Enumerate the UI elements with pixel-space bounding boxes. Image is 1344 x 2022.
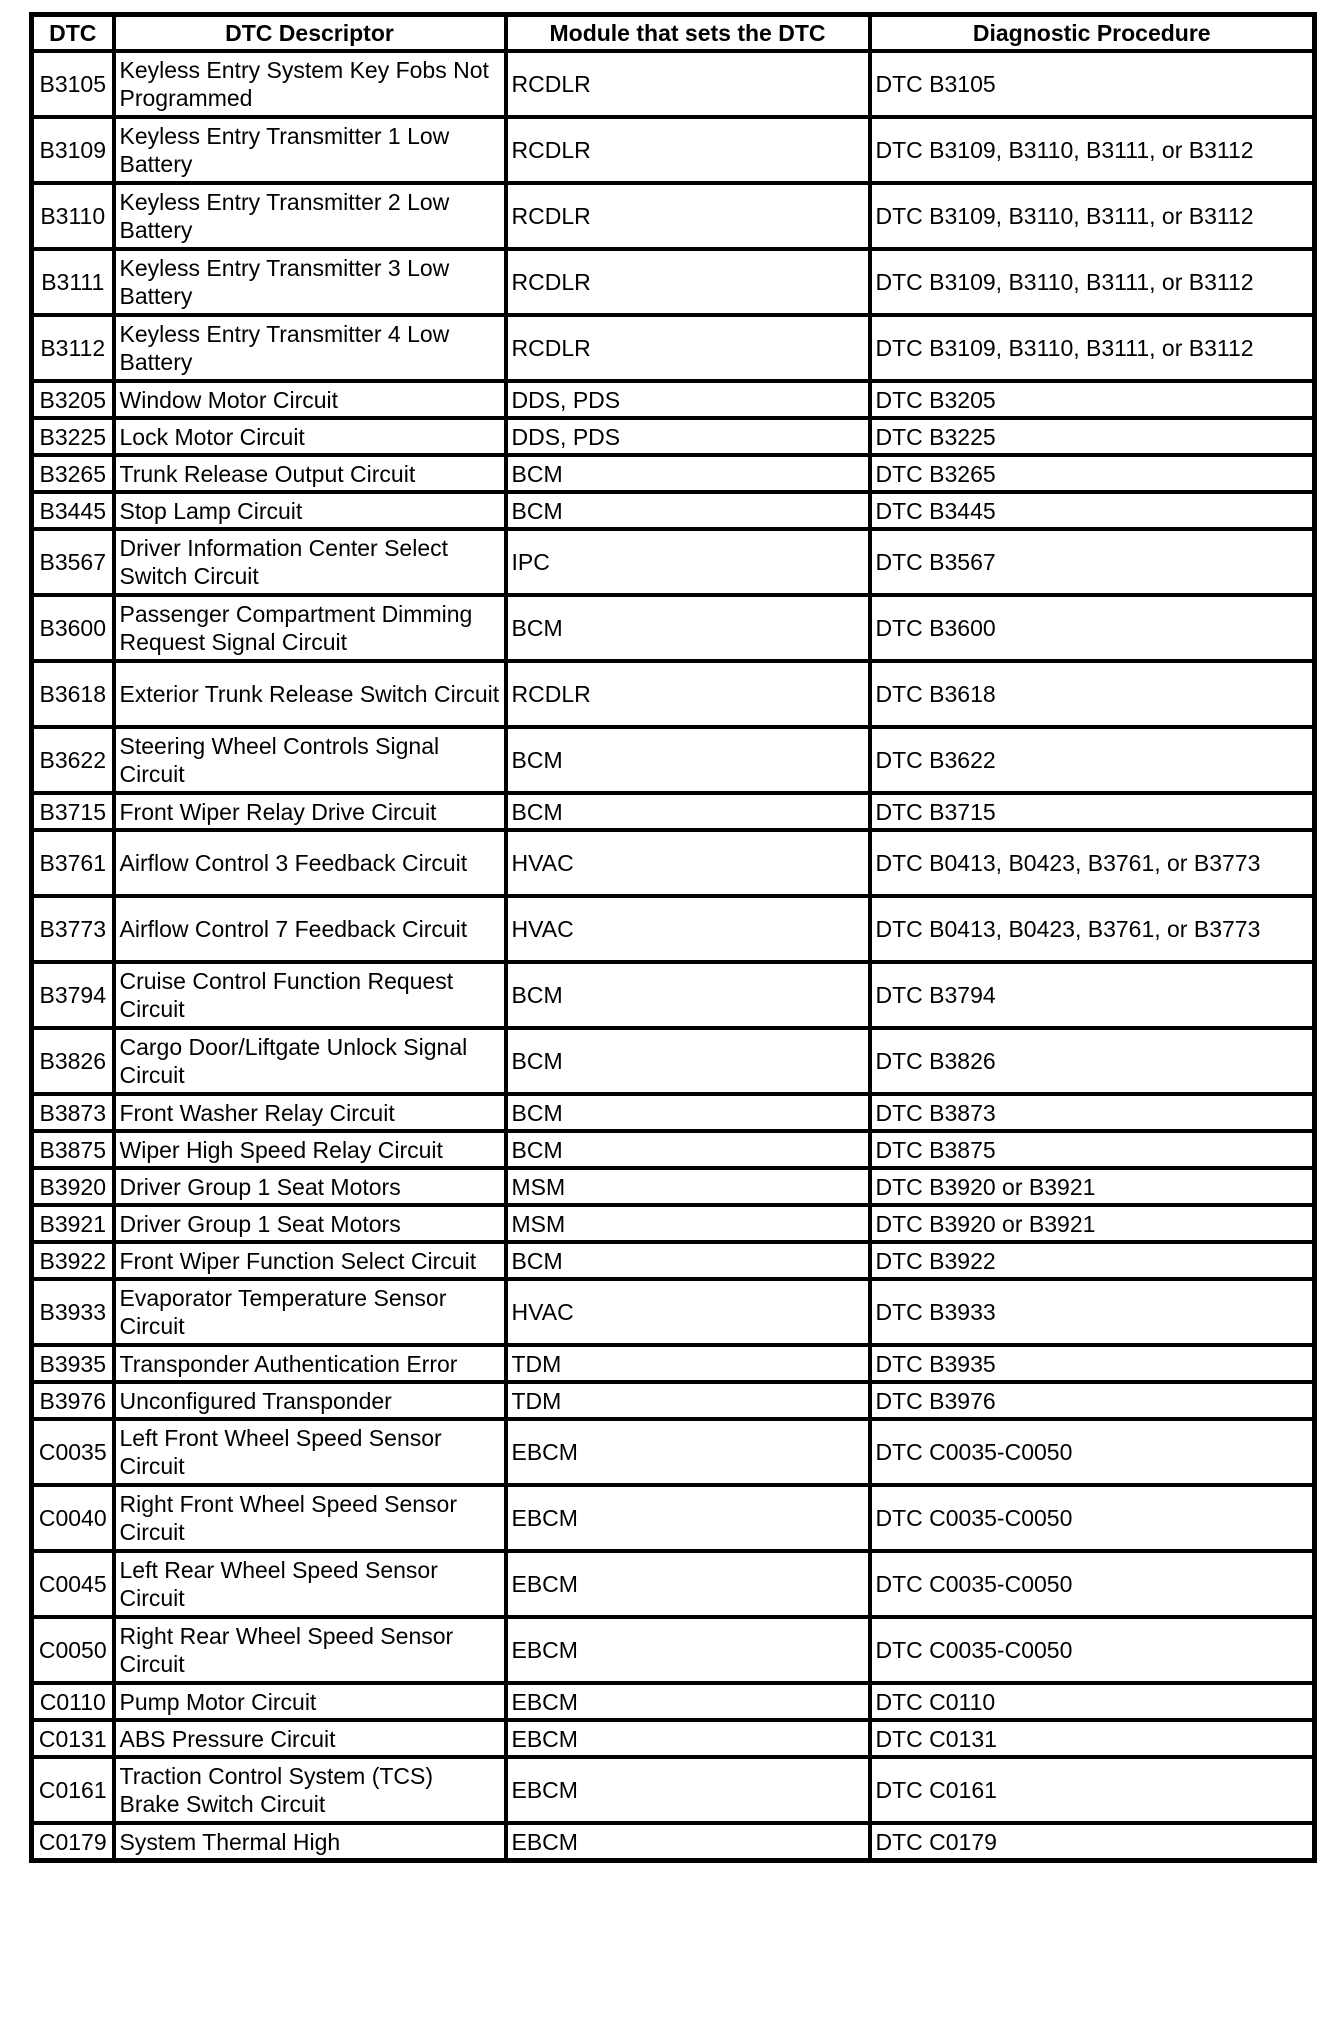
table-row — [32, 1823, 1315, 1861]
dtc-code-cell: C0131 — [32, 1720, 114, 1757]
table-row — [32, 1617, 1315, 1683]
dtc-code-cell: B3761 — [32, 830, 114, 896]
module-cell: BCM — [506, 1094, 870, 1131]
table-row — [32, 1382, 1315, 1419]
dtc-descriptor-cell: Driver Information Center Select Switch Circuit — [114, 529, 506, 595]
diagnostic-procedure-cell: DTC B3976 — [870, 1382, 1315, 1419]
table-row — [32, 529, 1315, 595]
header-descriptor: DTC Descriptor — [114, 15, 506, 52]
table-row — [32, 962, 1315, 1028]
dtc-code-cell: C0161 — [32, 1757, 114, 1823]
dtc-descriptor-cell: Cargo Door/Liftgate Unlock Signal Circuit — [114, 1028, 506, 1094]
diagnostic-procedure-cell: DTC C0110 — [870, 1683, 1315, 1720]
module-cell: BCM — [506, 1242, 870, 1279]
dtc-code-cell: B3826 — [32, 1028, 114, 1094]
module-cell: DDS, PDS — [506, 381, 870, 418]
module-cell: BCM — [506, 793, 870, 830]
dtc-code-cell: B3205 — [32, 381, 114, 418]
table-row — [32, 1094, 1315, 1131]
dtc-descriptor-cell: Right Front Wheel Speed Sensor Circuit — [114, 1485, 506, 1551]
module-cell: HVAC — [506, 1279, 870, 1345]
table-row — [32, 896, 1315, 962]
dtc-descriptor-cell: Left Rear Wheel Speed Sensor Circuit — [114, 1551, 506, 1617]
module-cell: IPC — [506, 529, 870, 595]
dtc-descriptor-cell: ABS Pressure Circuit — [114, 1720, 506, 1757]
table-row — [32, 830, 1315, 896]
diagnostic-procedure-cell: DTC B3109, B3110, B3111, or B3112 — [870, 315, 1315, 381]
table-row — [32, 418, 1315, 455]
module-cell: BCM — [506, 455, 870, 492]
dtc-code-cell: B3109 — [32, 117, 114, 183]
diagnostic-procedure-cell: DTC B3794 — [870, 962, 1315, 1028]
dtc-code-cell: C0035 — [32, 1419, 114, 1485]
diagnostic-procedure-cell: DTC B3935 — [870, 1345, 1315, 1382]
dtc-descriptor-cell: Keyless Entry Transmitter 1 Low Battery — [114, 117, 506, 183]
table-row — [32, 1419, 1315, 1485]
diagnostic-procedure-cell: DTC B3109, B3110, B3111, or B3112 — [870, 117, 1315, 183]
dtc-code-cell: B3622 — [32, 727, 114, 793]
diagnostic-procedure-cell: DTC B3600 — [870, 595, 1315, 661]
diagnostic-procedure-cell: DTC B3873 — [870, 1094, 1315, 1131]
diagnostic-procedure-cell: DTC B3920 or B3921 — [870, 1205, 1315, 1242]
module-cell: RCDLR — [506, 183, 870, 249]
dtc-code-cell: B3933 — [32, 1279, 114, 1345]
diagnostic-procedure-cell: DTC C0035-C0050 — [870, 1485, 1315, 1551]
table-body — [32, 51, 1315, 1861]
module-cell: DDS, PDS — [506, 418, 870, 455]
diagnostic-procedure-cell: DTC B3567 — [870, 529, 1315, 595]
diagnostic-procedure-cell: DTC B0413, B0423, B3761, or B3773 — [870, 830, 1315, 896]
dtc-code-cell: C0045 — [32, 1551, 114, 1617]
dtc-table — [29, 12, 1317, 1863]
table-row — [32, 455, 1315, 492]
diagnostic-procedure-cell: DTC B3265 — [870, 455, 1315, 492]
header-dtc: DTC — [32, 15, 114, 52]
table-row — [32, 51, 1315, 117]
module-cell: RCDLR — [506, 315, 870, 381]
module-cell: MSM — [506, 1168, 870, 1205]
dtc-descriptor-cell: Right Rear Wheel Speed Sensor Circuit — [114, 1617, 506, 1683]
module-cell: EBCM — [506, 1720, 870, 1757]
diagnostic-procedure-cell: DTC C0131 — [870, 1720, 1315, 1757]
dtc-code-cell: C0179 — [32, 1823, 114, 1861]
diagnostic-procedure-cell: DTC C0035-C0050 — [870, 1551, 1315, 1617]
dtc-descriptor-cell: Exterior Trunk Release Switch Circuit — [114, 661, 506, 727]
module-cell: EBCM — [506, 1757, 870, 1823]
dtc-code-cell: B3445 — [32, 492, 114, 529]
table-row — [32, 595, 1315, 661]
dtc-code-cell: B3875 — [32, 1131, 114, 1168]
dtc-code-cell: B3618 — [32, 661, 114, 727]
table-row — [32, 1279, 1315, 1345]
table-row — [32, 1551, 1315, 1617]
diagnostic-procedure-cell: DTC B3205 — [870, 381, 1315, 418]
dtc-descriptor-cell: Trunk Release Output Circuit — [114, 455, 506, 492]
module-cell: BCM — [506, 595, 870, 661]
diagnostic-procedure-cell: DTC B3875 — [870, 1131, 1315, 1168]
dtc-code-cell: C0040 — [32, 1485, 114, 1551]
dtc-code-cell: B3873 — [32, 1094, 114, 1131]
dtc-code-cell: B3567 — [32, 529, 114, 595]
dtc-descriptor-cell: Steering Wheel Controls Signal Circuit — [114, 727, 506, 793]
table-row — [32, 117, 1315, 183]
dtc-descriptor-cell: Front Wiper Function Select Circuit — [114, 1242, 506, 1279]
table-row — [32, 1168, 1315, 1205]
dtc-descriptor-cell: Front Wiper Relay Drive Circuit — [114, 793, 506, 830]
module-cell: TDM — [506, 1382, 870, 1419]
module-cell: HVAC — [506, 896, 870, 962]
dtc-code-cell: B3105 — [32, 51, 114, 117]
diagnostic-procedure-cell: DTC B3225 — [870, 418, 1315, 455]
diagnostic-procedure-cell: DTC B3109, B3110, B3111, or B3112 — [870, 249, 1315, 315]
dtc-descriptor-cell: Keyless Entry Transmitter 4 Low Battery — [114, 315, 506, 381]
diagnostic-procedure-cell: DTC B3622 — [870, 727, 1315, 793]
dtc-code-cell: B3922 — [32, 1242, 114, 1279]
header-module: Module that sets the DTC — [506, 15, 870, 52]
diagnostic-procedure-cell: DTC C0035-C0050 — [870, 1617, 1315, 1683]
module-cell: HVAC — [506, 830, 870, 896]
diagnostic-procedure-cell: DTC B3445 — [870, 492, 1315, 529]
table-row — [32, 315, 1315, 381]
dtc-descriptor-cell: Pump Motor Circuit — [114, 1683, 506, 1720]
table-header — [32, 15, 1315, 52]
dtc-code-cell: B3111 — [32, 249, 114, 315]
table-row — [32, 661, 1315, 727]
dtc-code-cell: B3773 — [32, 896, 114, 962]
table-row — [32, 1485, 1315, 1551]
table-row — [32, 1683, 1315, 1720]
dtc-descriptor-cell: Keyless Entry Transmitter 2 Low Battery — [114, 183, 506, 249]
table-row — [32, 183, 1315, 249]
diagnostic-procedure-cell: DTC B3920 or B3921 — [870, 1168, 1315, 1205]
table-row — [32, 1345, 1315, 1382]
dtc-descriptor-cell: Driver Group 1 Seat Motors — [114, 1205, 506, 1242]
dtc-descriptor-cell: Traction Control System (TCS) Brake Switch Circuit — [114, 1757, 506, 1823]
table-row — [32, 249, 1315, 315]
diagnostic-procedure-cell: DTC B3109, B3110, B3111, or B3112 — [870, 183, 1315, 249]
dtc-descriptor-cell: Left Front Wheel Speed Sensor Circuit — [114, 1419, 506, 1485]
dtc-descriptor-cell: Airflow Control 7 Feedback Circuit — [114, 896, 506, 962]
table-row — [32, 793, 1315, 830]
module-cell: BCM — [506, 727, 870, 793]
dtc-code-cell: B3920 — [32, 1168, 114, 1205]
dtc-descriptor-cell: Wiper High Speed Relay Circuit — [114, 1131, 506, 1168]
dtc-code-cell: C0110 — [32, 1683, 114, 1720]
module-cell: RCDLR — [506, 117, 870, 183]
module-cell: RCDLR — [506, 661, 870, 727]
module-cell: RCDLR — [506, 51, 870, 117]
module-cell: MSM — [506, 1205, 870, 1242]
module-cell: EBCM — [506, 1419, 870, 1485]
header-procedure: Diagnostic Procedure — [870, 15, 1315, 52]
dtc-descriptor-cell: Driver Group 1 Seat Motors — [114, 1168, 506, 1205]
table-row — [32, 1028, 1315, 1094]
dtc-code-cell: B3935 — [32, 1345, 114, 1382]
diagnostic-procedure-cell: DTC B3105 — [870, 51, 1315, 117]
dtc-descriptor-cell: Evaporator Temperature Sensor Circuit — [114, 1279, 506, 1345]
dtc-descriptor-cell: Lock Motor Circuit — [114, 418, 506, 455]
dtc-descriptor-cell: System Thermal High — [114, 1823, 506, 1861]
table-row — [32, 492, 1315, 529]
table-row — [32, 381, 1315, 418]
diagnostic-procedure-cell: DTC C0179 — [870, 1823, 1315, 1861]
table-row — [32, 727, 1315, 793]
module-cell: EBCM — [506, 1617, 870, 1683]
diagnostic-procedure-cell: DTC C0161 — [870, 1757, 1315, 1823]
table-row — [32, 1205, 1315, 1242]
dtc-code-cell: B3225 — [32, 418, 114, 455]
diagnostic-procedure-cell: DTC B3826 — [870, 1028, 1315, 1094]
diagnostic-procedure-cell: DTC B3933 — [870, 1279, 1315, 1345]
module-cell: EBCM — [506, 1823, 870, 1861]
dtc-code-cell: B3112 — [32, 315, 114, 381]
diagnostic-procedure-cell: DTC B3618 — [870, 661, 1315, 727]
diagnostic-procedure-cell: DTC B3715 — [870, 793, 1315, 830]
module-cell: BCM — [506, 1028, 870, 1094]
dtc-code-cell: B3794 — [32, 962, 114, 1028]
dtc-descriptor-cell: Airflow Control 3 Feedback Circuit — [114, 830, 506, 896]
dtc-descriptor-cell: Passenger Compartment Dimming Request Signal Circuit — [114, 595, 506, 661]
dtc-code-cell: C0050 — [32, 1617, 114, 1683]
dtc-descriptor-cell: Window Motor Circuit — [114, 381, 506, 418]
dtc-code-cell: B3715 — [32, 793, 114, 830]
table-row — [32, 1720, 1315, 1757]
dtc-descriptor-cell: Front Washer Relay Circuit — [114, 1094, 506, 1131]
dtc-descriptor-cell: Cruise Control Function Request Circuit — [114, 962, 506, 1028]
dtc-descriptor-cell: Transponder Authentication Error — [114, 1345, 506, 1382]
dtc-code-cell: B3976 — [32, 1382, 114, 1419]
diagnostic-procedure-cell: DTC B3922 — [870, 1242, 1315, 1279]
module-cell: BCM — [506, 1131, 870, 1168]
module-cell: BCM — [506, 492, 870, 529]
table-row — [32, 1131, 1315, 1168]
diagnostic-procedure-cell: DTC B0413, B0423, B3761, or B3773 — [870, 896, 1315, 962]
module-cell: BCM — [506, 962, 870, 1028]
dtc-descriptor-cell: Keyless Entry Transmitter 3 Low Battery — [114, 249, 506, 315]
diagnostic-procedure-cell: DTC C0035-C0050 — [870, 1419, 1315, 1485]
module-cell: EBCM — [506, 1551, 870, 1617]
dtc-descriptor-cell: Stop Lamp Circuit — [114, 492, 506, 529]
dtc-code-cell: B3921 — [32, 1205, 114, 1242]
module-cell: RCDLR — [506, 249, 870, 315]
dtc-descriptor-cell: Unconfigured Transponder — [114, 1382, 506, 1419]
module-cell: EBCM — [506, 1683, 870, 1720]
header-row — [32, 15, 1315, 52]
dtc-descriptor-cell: Keyless Entry System Key Fobs Not Programmed — [114, 51, 506, 117]
dtc-code-cell: B3600 — [32, 595, 114, 661]
table-row — [32, 1757, 1315, 1823]
module-cell: TDM — [506, 1345, 870, 1382]
dtc-code-cell: B3110 — [32, 183, 114, 249]
table-row — [32, 1242, 1315, 1279]
dtc-code-cell: B3265 — [32, 455, 114, 492]
module-cell: EBCM — [506, 1485, 870, 1551]
